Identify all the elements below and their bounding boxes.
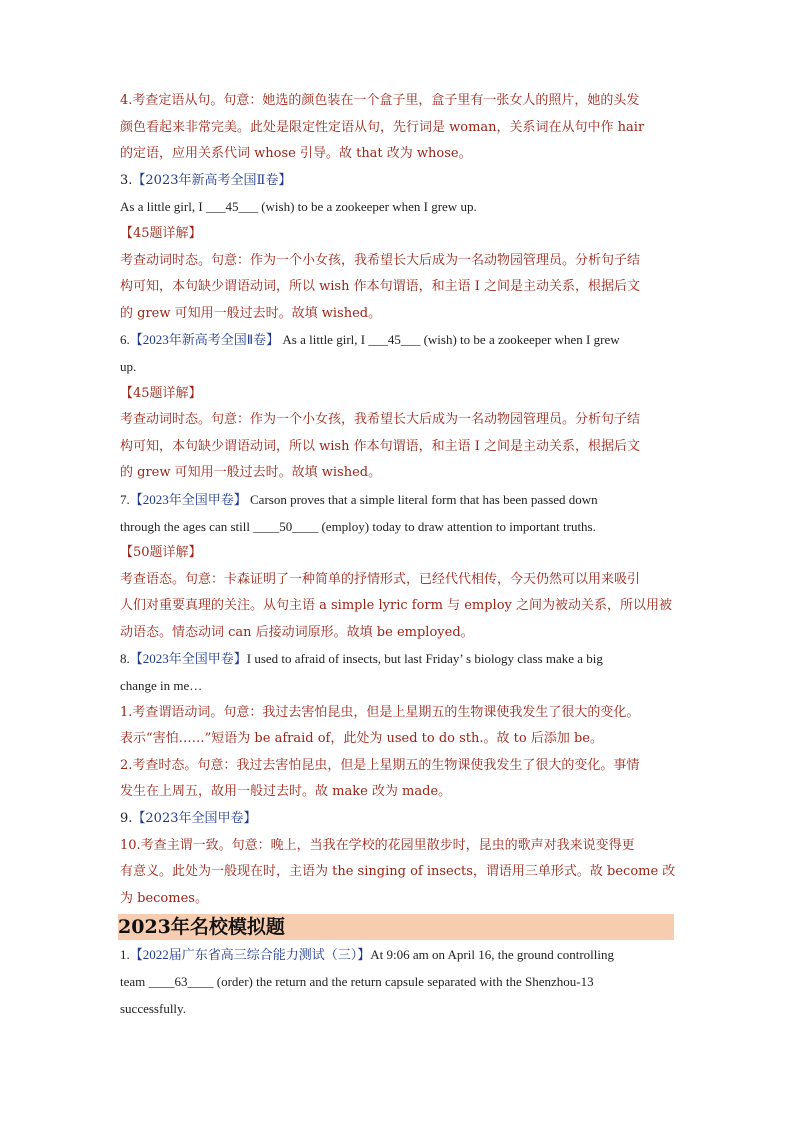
text-line: 人们对重要真理的关注。从句主语 a simple lyric form 与 employ 之间为被动关系，所以用被 (120, 598, 673, 614)
sentence-part: (wish) to be a zookeeper when I grew (420, 332, 620, 348)
answer-blank: ___45___ (368, 332, 421, 348)
text-line: 1.考查谓语动词。句意：我过去害怕昆虫，但是上星期五的生物课使我发生了很大的变化。 (120, 704, 640, 720)
sentence-part: I used to afraid of insects, but last Friday’ s biology class make a big (246, 651, 603, 667)
text-line: 的定语，应用关系代词 whose 引导。故 that 改为 whose。 (120, 146, 472, 162)
text-line: 2.考查时态。句意：我过去害怕昆虫，但是上星期五的生物课使我发生了很大的变化。事情 (120, 757, 640, 773)
text-line: successfully. (120, 1000, 186, 1016)
question-number: 6. (120, 332, 130, 348)
text-line: 的 grew 可知用一般过去时。故填 wished。 (120, 465, 382, 481)
detail-50 (120, 540, 680, 646)
text-line: 的 grew 可知用一般过去时。故填 wished。 (120, 305, 382, 321)
text-line: 考查语态。句意：卡森证明了一种简单的抒情形式，已经代代相传，今天仍然可以用来吸引 (120, 571, 641, 587)
question-7 (120, 487, 680, 514)
answer-blank: ____50____ (253, 518, 319, 534)
text-line: up. (120, 358, 137, 374)
text-line: 有意义。此处为一般现在时，主语为 the singing of insects，谓语用三单形式。故 become 改 (120, 864, 676, 880)
question-7-line-2 (120, 514, 680, 541)
answer-blank: ____63____ (148, 974, 214, 989)
question-3-sentence (120, 194, 680, 221)
text-line: 考查动词时态。句意：作为一个小女孩，我希望长大后成为一名动物园管理员。分析句子结 (120, 252, 641, 268)
detail-title: 【50题详解】 (120, 545, 202, 561)
sentence-part: team (120, 974, 149, 989)
text-line: 4.考查定语从句。句意：她选的颜色装在一个盒子里，盒子里有一张女人的照片，她的头发 (120, 93, 640, 108)
question-8 (120, 646, 680, 673)
source-tag: 【2023年全国甲卷】 (129, 491, 247, 507)
source-tag: 【2022届广东省高三综合能力测试（三）】 (129, 947, 371, 963)
document-page (120, 88, 680, 1022)
sentence-part: As a little girl, I (120, 199, 206, 215)
question-number: 7. (120, 491, 130, 507)
question-3 (120, 168, 680, 195)
explanation-10 (120, 833, 680, 913)
simulation-question-1 (120, 942, 680, 969)
explanation-8 (120, 700, 680, 806)
sentence-part: (order) the return and the return capsule separated with the Shenzhou-13 (213, 974, 594, 989)
sentence-part: (wish) to be a zookeeper when I grew up. (257, 199, 477, 215)
question-number: 3. (120, 172, 133, 188)
explanation-4 (120, 88, 680, 168)
source-tag: 【2023年全国甲卷】 (129, 651, 247, 667)
sentence-part: As a little girl, I (279, 332, 369, 348)
text-line: 表示“害怕……”短语为 be afraid of，此处为 used to do sth.。故 to 后添加 be。 (120, 731, 603, 747)
detail-45-a (120, 221, 680, 327)
text-line: 发生在上周五，故用一般过去时。故 make 改为 made。 (120, 784, 452, 800)
question-number: 9. (120, 811, 133, 827)
text-line: 10.考查主谓一致。句意：晚上，当我在学校的花园里散步时，昆虫的歌声对我来说变得更 (120, 837, 635, 853)
text-line: 考查动词时态。句意：作为一个小女孩，我希望长大后成为一名动物园管理员。分析句子结 (120, 412, 641, 428)
answer-blank: ___45___ (205, 199, 258, 215)
text-line: 动语态。情态动词 can 后接动词原形。故填 be employed。 (120, 624, 474, 640)
source-tag: 【2023年全国甲卷】 (132, 811, 257, 827)
detail-title: 【45题详解】 (120, 225, 202, 241)
question-number: 8. (120, 651, 130, 667)
text-line: 构可知，本句缺少谓语动词，所以 wish 作本句谓语，和主语 I 之间是主动关系，根据后文 (120, 438, 640, 454)
sentence-part: At 9:06 am on April 16, the ground controlling (370, 947, 614, 963)
text-line: change in me… (120, 678, 203, 694)
text-line: 为 becomes。 (120, 890, 208, 906)
source-tag: 【2023年新高考全国Ⅱ卷】 (132, 172, 292, 188)
question-number: 1. (120, 947, 130, 963)
section-heading: 2023年名校模拟题 (118, 914, 674, 940)
detail-title: 【45题详解】 (120, 385, 202, 401)
simulation-question-1-line-2 (120, 969, 680, 996)
text-line: 构可知，本句缺少谓语动词，所以 wish 作本句谓语，和主语 I 之间是主动关系，根据后文 (120, 279, 640, 295)
detail-45-b (120, 381, 680, 487)
question-9 (120, 806, 680, 833)
sentence-part: Carson proves that a simple literal form that has been passed down (246, 491, 598, 507)
question-6 (120, 327, 680, 354)
sentence-part: through the ages can still (120, 518, 254, 534)
source-tag: 【2023年新高考全国Ⅱ卷】 (129, 332, 280, 348)
text-line: 颜色看起来非常完美。此处是限定性定语从句，先行词是 woman，关系词在从句中作 hair (120, 119, 645, 135)
sentence-part: (employ) today to draw attention to important truths. (318, 518, 596, 534)
